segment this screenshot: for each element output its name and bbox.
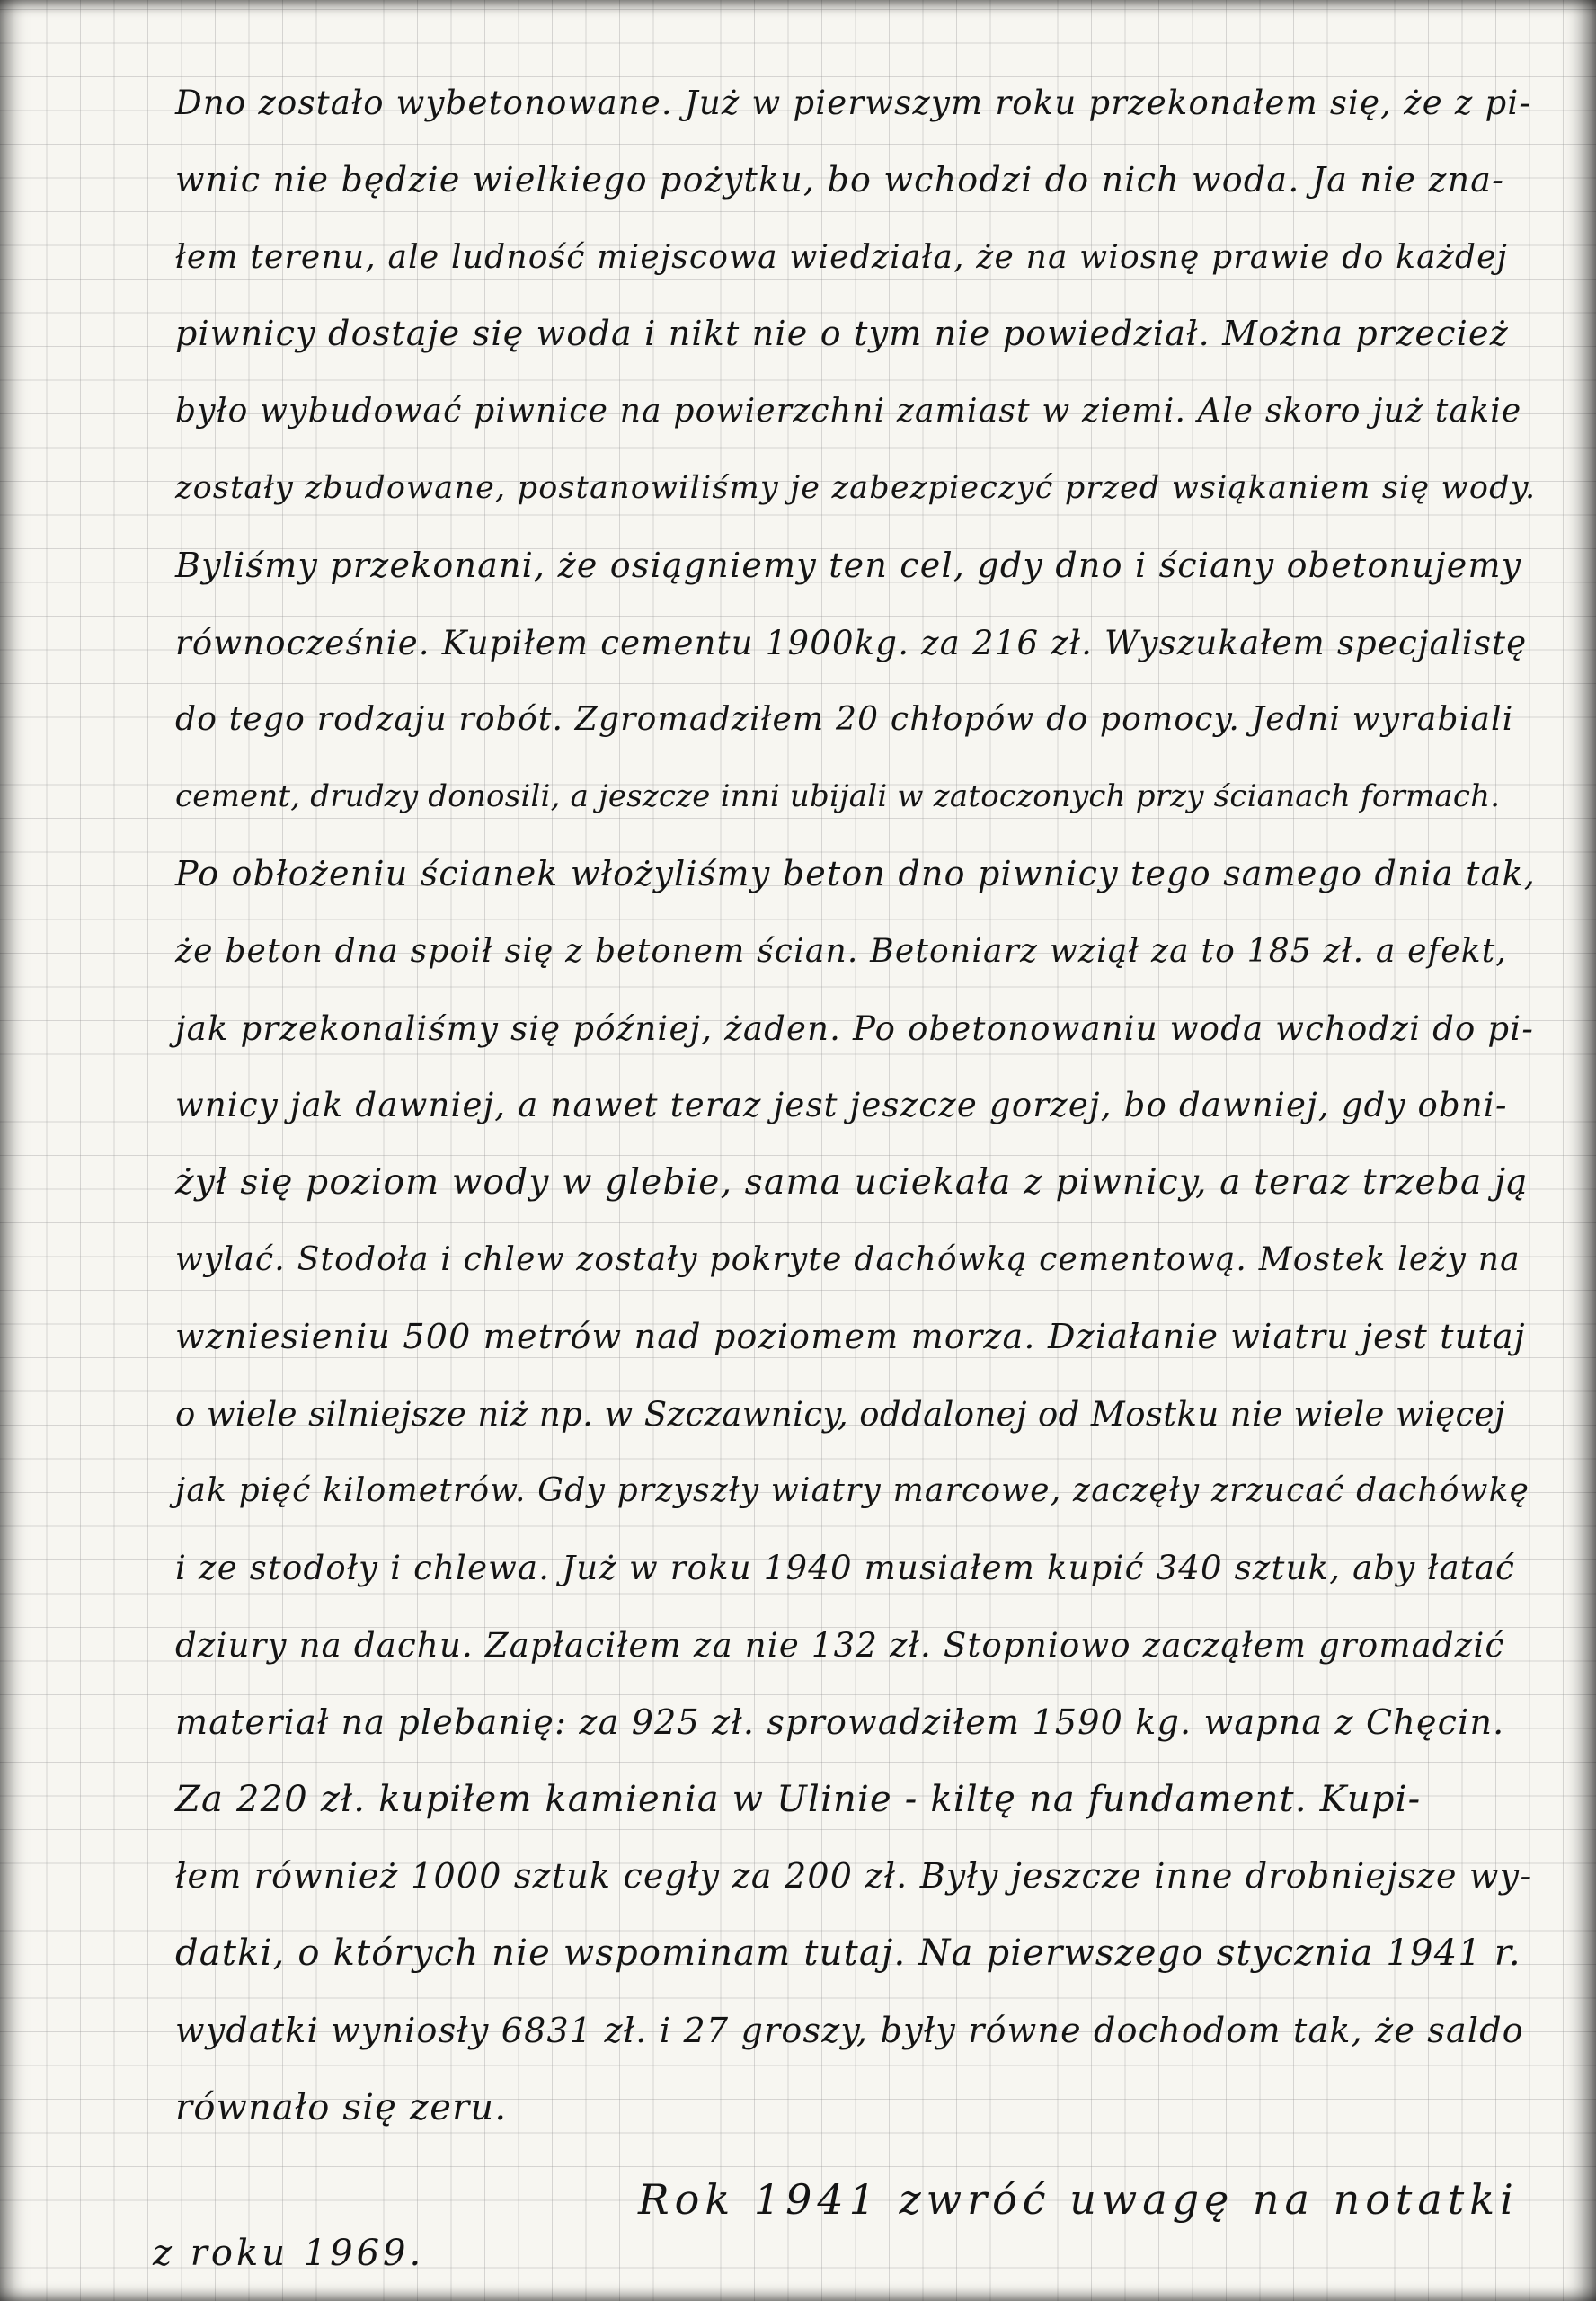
text-line-6: zostały zbudowane, postanowiliśmy je zabezpieczyć przed wsiąkaniem się wody. [175, 469, 1537, 506]
year-heading-note: Rok 1941 zwróć uwagę na notatki [638, 2175, 1519, 2224]
text-line-12: że beton dna spoił się z betonem ścian. Betoniarz wziął za to 185 zł. a efekt, [175, 932, 1508, 970]
text-line-7: Byliśmy przekonani, że osiągniemy ten cel, gdy dno i ściany obetonujemy [175, 545, 1522, 585]
text-line-5: było wybudować piwnice na powierzchni zamiast w ziemi. Ale skoro już takie [175, 393, 1522, 431]
text-line-21: dziury na dachu. Zapłaciłem za nie 132 zł. Stopniowo zacząłem gromadzić [175, 1625, 1505, 1665]
text-line-26: wydatki wyniosły 6831 zł. i 27 groszy, były równe dochodom tak, że saldo [175, 2010, 1524, 2050]
text-line-22: materiał na plebanię: za 925 zł. sprowadziłem 1590 kg. wapna z Chęcin. [175, 1701, 1505, 1742]
text-line-16: wylać. Stodoła i chlew zostały pokryte dachówką cementową. Mostek leży na [175, 1240, 1521, 1278]
year-reference-note: z roku 1969. [153, 2233, 425, 2274]
text-line-20: i ze stodoły i chlewa. Już w roku 1940 musiałem kupić 340 sztuk, aby łatać [175, 1549, 1516, 1588]
text-line-17: wzniesieniu 500 metrów nad poziomem morza. Działanie wiatru jest tutaj [175, 1316, 1526, 1356]
text-line-25: datki, o których nie wspominam tutaj. Na pierwszego stycznia 1941 r. [175, 1932, 1521, 1975]
text-line-18: o wiele silniejsze niż np. w Szczawnicy, oddalonej od Mostku nie wiele więcej [175, 1394, 1505, 1434]
text-line-23: Za 220 zł. kupiłem kamienia w Ulinie - kiltę na fundament. Kupi- [175, 1778, 1422, 1820]
text-line-27: równało się zeru. [175, 2086, 508, 2128]
text-line-8: równocześnie. Kupiłem cementu 1900kg. za 216 zł. Wyszukałem specjalistę [175, 623, 1528, 662]
text-line-14: wnicy jak dawniej, a nawet teraz jest jeszcze gorzej, bo dawniej, gdy obni- [175, 1086, 1508, 1125]
handwritten-text-block [175, 65, 1537, 2147]
text-line-15: żył się poziom wody w glebie, sama uciekała z piwnicy, a teraz trzeba ją [175, 1162, 1529, 1204]
text-line-11: Po obłożeniu ścianek włożyliśmy beton dno piwnicy tego samego dnia tak, [175, 853, 1536, 893]
text-line-2: wnic nie będzie wielkiego pożytku, bo wchodzi do nich woda. Ja nie zna- [175, 159, 1505, 200]
text-line-10: cement, drudzy donosili, a jeszcze inni ubijali w zatoczonych przy ścianach formach. [175, 778, 1501, 815]
text-line-19: jak pięć kilometrów. Gdy przyszły wiatry marcowe, zaczęły zrzucać dachówkę [175, 1472, 1530, 1510]
closing-note [153, 2175, 1537, 2292]
text-line-1: Dno zostało wybetonowane. Już w pierwszym roku przekonałem się, że z pi- [175, 84, 1532, 122]
text-line-4: piwnicy dostaje się woda i nikt nie o tym nie powiedział. Można przecież [175, 314, 1509, 354]
text-line-9: do tego rodzaju robót. Zgromadziłem 20 chłopów do pomocy. Jedni wyrabiali [175, 701, 1514, 739]
text-line-24: łem również 1000 sztuk cegły za 200 zł. Były jeszcze inne drobniejsze wy- [175, 1856, 1533, 1897]
text-line-3: łem terenu, ale ludność miejscowa wiedziała, że na wiosnę prawie do każdej [175, 238, 1509, 276]
text-line-13: jak przekonaliśmy się później, żaden. Po obetonowaniu woda wchodzi do pi- [175, 1008, 1535, 1048]
